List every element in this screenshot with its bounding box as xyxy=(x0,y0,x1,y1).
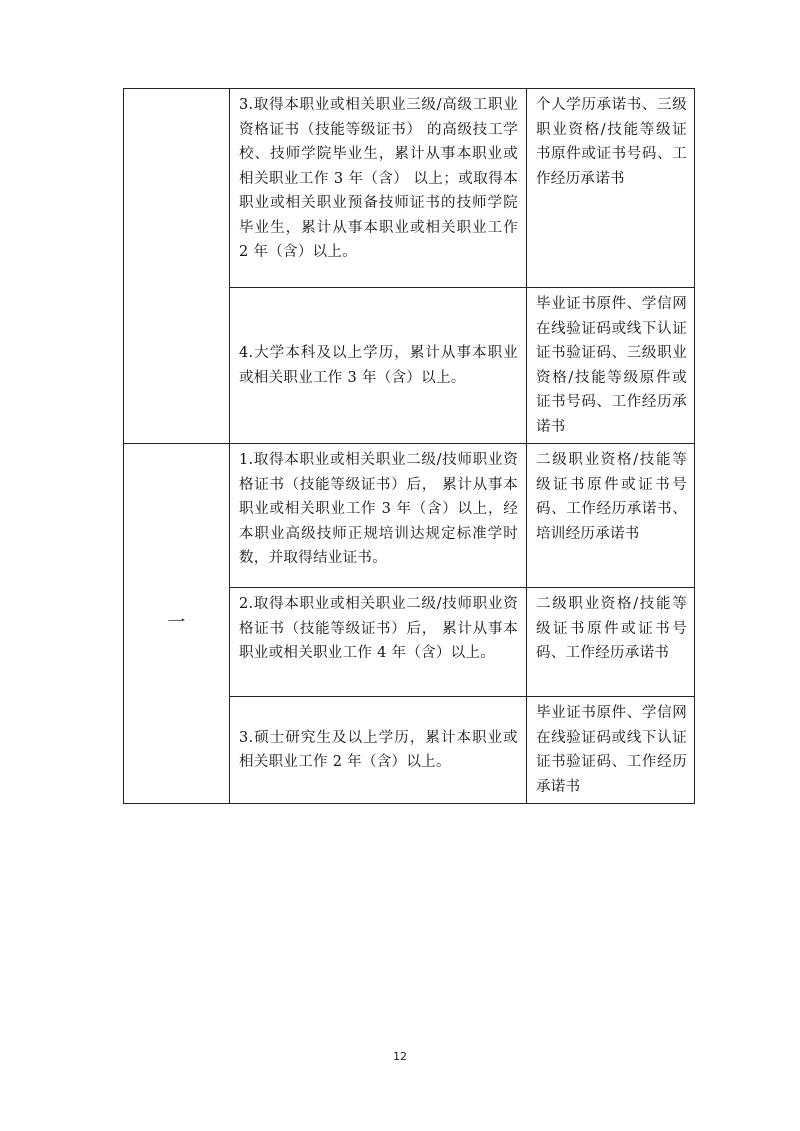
table-row xyxy=(124,444,695,588)
level-cell: 一 xyxy=(124,444,230,804)
condition-cell: 3.取得本职业或相关职业三级/高级工职业资格证书（技能等级证书） 的高级技工学校、技师学院毕业生，累计从事本职业或相关职业工作 3 年（含） 以上；或取得本职业或相关职业预备技师证书的技师学院毕业生，累计从事本职业或相关职业工作 2 年（含）以上。 xyxy=(230,89,527,288)
condition-cell: 1.取得本职业或相关职业二级/技师职业资格证书（技能等级证书）后， 累计从事本职业或相关职业工作 3 年（含）以上，经本职业高级技师正规培训达规定标准学时数，并取得结业证书。 xyxy=(230,444,527,588)
condition-cell: 3.硕士研究生及以上学历，累计本职业或相关职业工作 2 年（含）以上。 xyxy=(230,697,527,804)
requirements-table xyxy=(123,88,695,804)
table-row xyxy=(124,89,695,288)
level-cell-empty xyxy=(124,89,230,444)
materials-cell: 毕业证书原件、学信网在线验证码或线下认证证书验证码、工作经历承诺书 xyxy=(527,697,695,804)
materials-cell: 二级职业资格/技能等级证书原件或证书号码、工作经历承诺书、培训经历承诺书 xyxy=(527,444,695,588)
condition-cell: 4.大学本科及以上学历，累计从事本职业或相关职业工作 3 年（含）以上。 xyxy=(230,288,527,444)
page-number: 12 xyxy=(393,1050,407,1063)
condition-cell: 2.取得本职业或相关职业二级/技师职业资格证书（技能等级证书）后， 累计从事本职业或相关职业工作 4 年（含）以上。 xyxy=(230,588,527,697)
materials-cell: 个人学历承诺书、三级职业资格/技能等级证书原件或证书号码、工作经历承诺书 xyxy=(527,89,695,288)
materials-cell: 毕业证书原件、学信网在线验证码或线下认证证书验证码、三级职业资格/技能等级原件或证书号码、工作经历承诺书 xyxy=(527,288,695,444)
materials-cell: 二级职业资格/技能等级证书原件或证书号码、工作经历承诺书 xyxy=(527,588,695,697)
